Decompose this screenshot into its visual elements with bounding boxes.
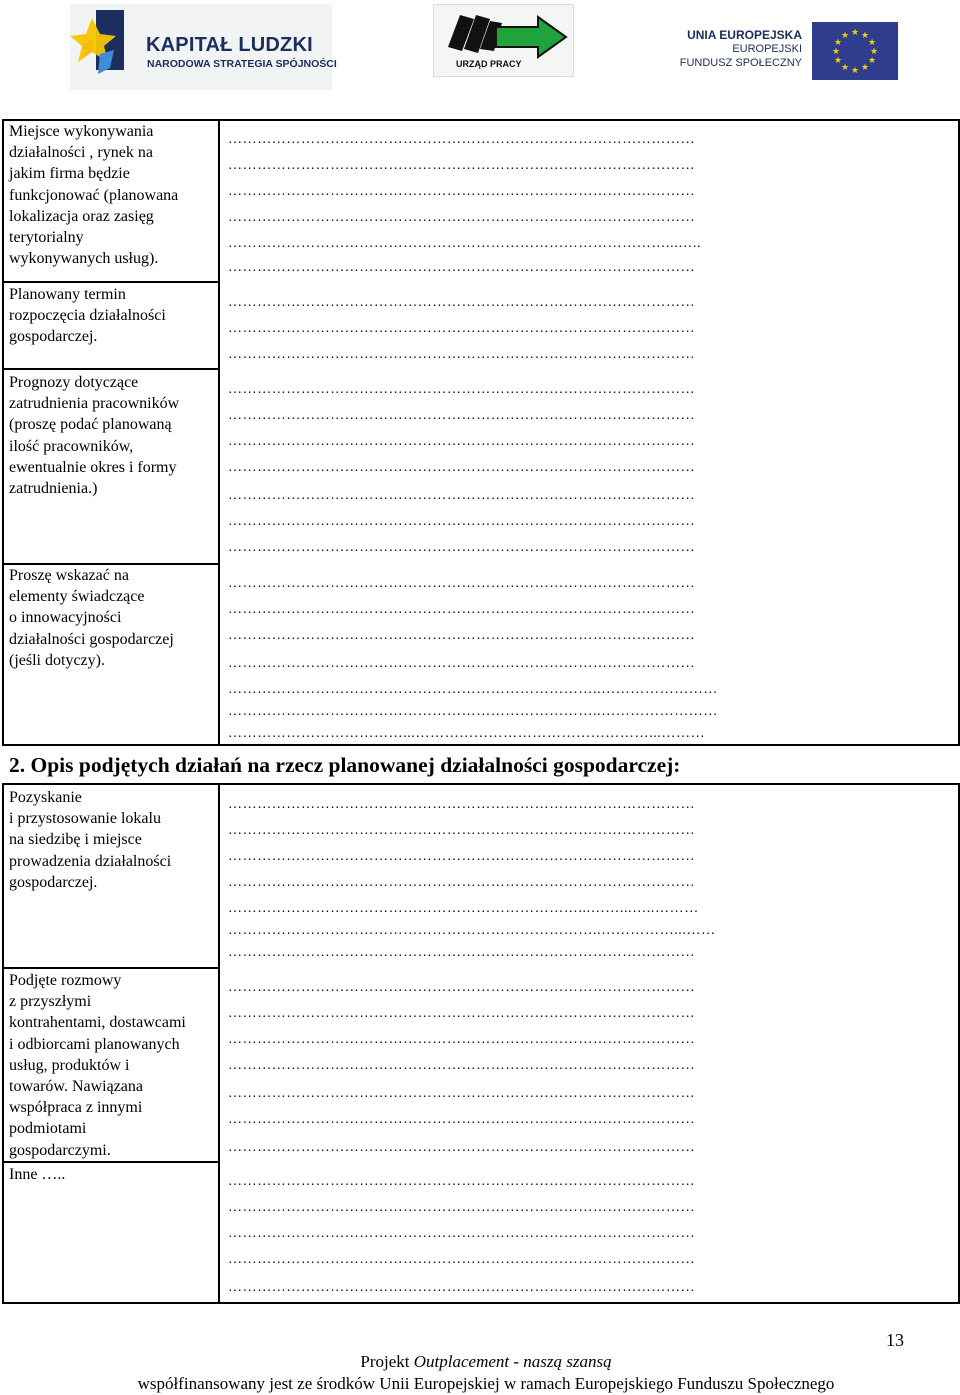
urzad-pracy-emblem-icon xyxy=(434,5,573,59)
answer-line-start-date[interactable]: …………………………………………………………………………………… xyxy=(228,295,696,310)
svg-text:★: ★ xyxy=(869,47,879,57)
answer-line-start-date[interactable]: …………………………………………………………………………………… xyxy=(228,321,696,336)
answer-line-contractors[interactable]: …………………………………………………………………………………… xyxy=(228,1058,696,1073)
answer-line-employment[interactable]: …………………………………………………………………………………… xyxy=(228,488,696,503)
answer-line-innovation[interactable]: …………………………………………………………………………………… xyxy=(228,602,696,617)
answer-line-premises[interactable]: …………………………………………………………………………………… xyxy=(228,823,696,838)
section2-column-divider xyxy=(218,783,220,1304)
answer-line-contractors[interactable]: …………………………………………………………………………………… xyxy=(228,1032,696,1047)
answer-line-premises[interactable]: …………………………………………………………………………………… xyxy=(228,875,696,890)
field-label-premises: Pozyskanie i przystosowanie lokalu na siedzibę i miejsce prowadzenia działalności gospodarczej. xyxy=(9,789,172,891)
eu-logo-line-1: UNIA EUROPEJSKA xyxy=(687,28,802,42)
svg-text:★: ★ xyxy=(840,63,850,73)
answer-line-other[interactable]: …………………………………………………………………………………… xyxy=(228,1226,696,1241)
section1-column-divider xyxy=(218,119,220,746)
svg-text:★: ★ xyxy=(831,47,841,57)
answer-line-other[interactable]: …………………………………………………………………………………… xyxy=(228,1252,696,1267)
urzad-pracy-label: URZĄD PRACY xyxy=(456,59,522,69)
footer-project-name: Outplacement - naszą szansą xyxy=(413,1352,612,1371)
answer-line-premises[interactable]: ………………………………………………………………...……...…..……… xyxy=(228,901,699,916)
answer-line-innovation[interactable]: …………………………………………………………………..…………………… xyxy=(228,704,718,719)
svg-text:★: ★ xyxy=(850,66,860,76)
answer-line-location[interactable]: …………………………………………………………………………………… xyxy=(228,210,696,225)
field-label-other: Inne ….. xyxy=(9,1166,66,1183)
section1-row-divider xyxy=(2,281,220,283)
answer-line-contractors[interactable]: …………………………………………………………………………………… xyxy=(228,1140,696,1155)
answer-line-employment[interactable]: …………………………………………………………………………………… xyxy=(228,540,696,555)
answer-line-employment[interactable]: …………………………………………………………………………………… xyxy=(228,460,696,475)
kapital-ludzki-emblem-icon xyxy=(70,4,140,90)
urzad-pracy-logo xyxy=(433,4,574,77)
answer-line-other[interactable]: …………………………………………………………………………………… xyxy=(228,1280,696,1295)
svg-text:★: ★ xyxy=(840,31,850,41)
answer-line-premises[interactable]: …………………………………………………………………………………… xyxy=(228,849,696,864)
field-label-employment-forecast: Prognozy dotyczące zatrudnienia pracowników (proszę podać planowaną ilość pracowników, ewentualnie okres i formy zatrudnienia.) xyxy=(9,374,180,498)
eu-logo-line-2: EUROPEJSKI xyxy=(732,43,802,55)
answer-line-premises[interactable]: …………………………………………………………………..……………...…… xyxy=(228,923,716,938)
answer-line-contractors[interactable]: …………………………………………………………………………………… xyxy=(228,1112,696,1127)
page-number: 13 xyxy=(886,1330,904,1350)
eu-logo xyxy=(679,20,898,80)
svg-text:★: ★ xyxy=(867,56,877,66)
kapital-ludzki-title: KAPITAŁ LUDZKI xyxy=(146,34,313,56)
answer-line-premises[interactable]: …………………………………………………………………………………… xyxy=(228,945,696,960)
answer-line-innovation[interactable]: ………………………………...…………………………………………...……… xyxy=(228,726,706,741)
answer-line-employment[interactable]: …………………………………………………………………………………… xyxy=(228,514,696,529)
answer-line-employment[interactable]: …………………………………………………………………………………… xyxy=(228,382,696,397)
kapital-ludzki-subtitle: NARODOWA STRATEGIA SPÓJNOŚCI xyxy=(147,58,337,70)
svg-text:★: ★ xyxy=(860,31,870,41)
kapital-ludzki-logo xyxy=(70,4,337,90)
answer-line-other[interactable]: …………………………………………………………………………………… xyxy=(228,1200,696,1215)
svg-text:★: ★ xyxy=(867,38,877,48)
section2-title: 2. Opis podjętych działań na rzecz planowanej działalności gospodarczej: xyxy=(9,753,681,777)
eu-logo-line-3: FUNDUSZ SPOŁECZNY xyxy=(679,57,802,69)
section1-row-divider xyxy=(2,368,220,370)
answer-line-innovation[interactable]: …………………………………………………………………………………… xyxy=(228,656,696,671)
answer-line-employment[interactable]: …………………………………………………………………………………… xyxy=(228,408,696,423)
answer-line-location[interactable]: …………………………………………………………………………………… xyxy=(228,260,696,275)
answer-line-contractors[interactable]: …………………………………………………………………………………… xyxy=(228,1006,696,1021)
answer-line-location[interactable]: ………………………………………………………………………………...….. xyxy=(228,236,702,251)
answer-line-employment[interactable]: …………………………………………………………………………………… xyxy=(228,434,696,449)
footer-funding-line: współfinansowany jest ze środków Unii Europejskiej w ramach Europejskiego Funduszu Społecznego xyxy=(137,1374,835,1393)
svg-text:★: ★ xyxy=(860,63,870,73)
answer-line-location[interactable]: …………………………………………………………………………………… xyxy=(228,158,696,173)
field-label-contractors: Podjęte rozmowy z przyszłymi kontrahentami, dostawcami i odbiorcami planowanych usług, produktów i towarów. Nawiązana współpraca z innymi podmiotami gospodarczymi. xyxy=(9,972,186,1159)
eu-flag-icon xyxy=(812,22,898,80)
answer-line-location[interactable]: …………………………………………………………………………………… xyxy=(228,184,696,199)
answer-line-contractors[interactable]: …………………………………………………………………………………… xyxy=(228,1086,696,1101)
svg-text:★: ★ xyxy=(850,28,860,38)
field-label-start-date: Planowany termin rozpoczęcia działalności gospodarczej. xyxy=(9,286,166,346)
field-label-location: Miejsce wykonywania działalności , rynek na jakim firma będzie funkcjonować (planowana lokalizacja oraz zasięg terytorialny wykonywanych usług). xyxy=(9,123,179,268)
answer-line-premises[interactable]: …………………………………………………………………………………… xyxy=(228,797,696,812)
answer-line-contractors[interactable]: …………………………………………………………………………………… xyxy=(228,980,696,995)
svg-text:★: ★ xyxy=(833,38,843,48)
footer-project-prefix: Projekt xyxy=(360,1352,414,1371)
answer-line-location[interactable]: …………………………………………………………………………………… xyxy=(228,132,696,147)
answer-line-innovation[interactable]: …………………………………………………………………..…………………… xyxy=(228,682,718,697)
svg-text:★: ★ xyxy=(833,56,843,66)
section2-row-divider xyxy=(2,1161,220,1163)
answer-line-start-date[interactable]: …………………………………………………………………………………… xyxy=(228,347,696,362)
footer-project-line xyxy=(0,1352,960,1372)
answer-line-other[interactable]: …………………………………………………………………………………… xyxy=(228,1174,696,1189)
answer-line-innovation[interactable]: …………………………………………………………………………………… xyxy=(228,576,696,591)
section2-row-divider xyxy=(2,967,220,969)
field-label-innovation: Proszę wskazać na elementy świadczące o innowacyjności działalności gospodarczej (jeśli dotyczy). xyxy=(9,567,174,669)
answer-line-innovation[interactable]: …………………………………………………………………………………… xyxy=(228,628,696,643)
